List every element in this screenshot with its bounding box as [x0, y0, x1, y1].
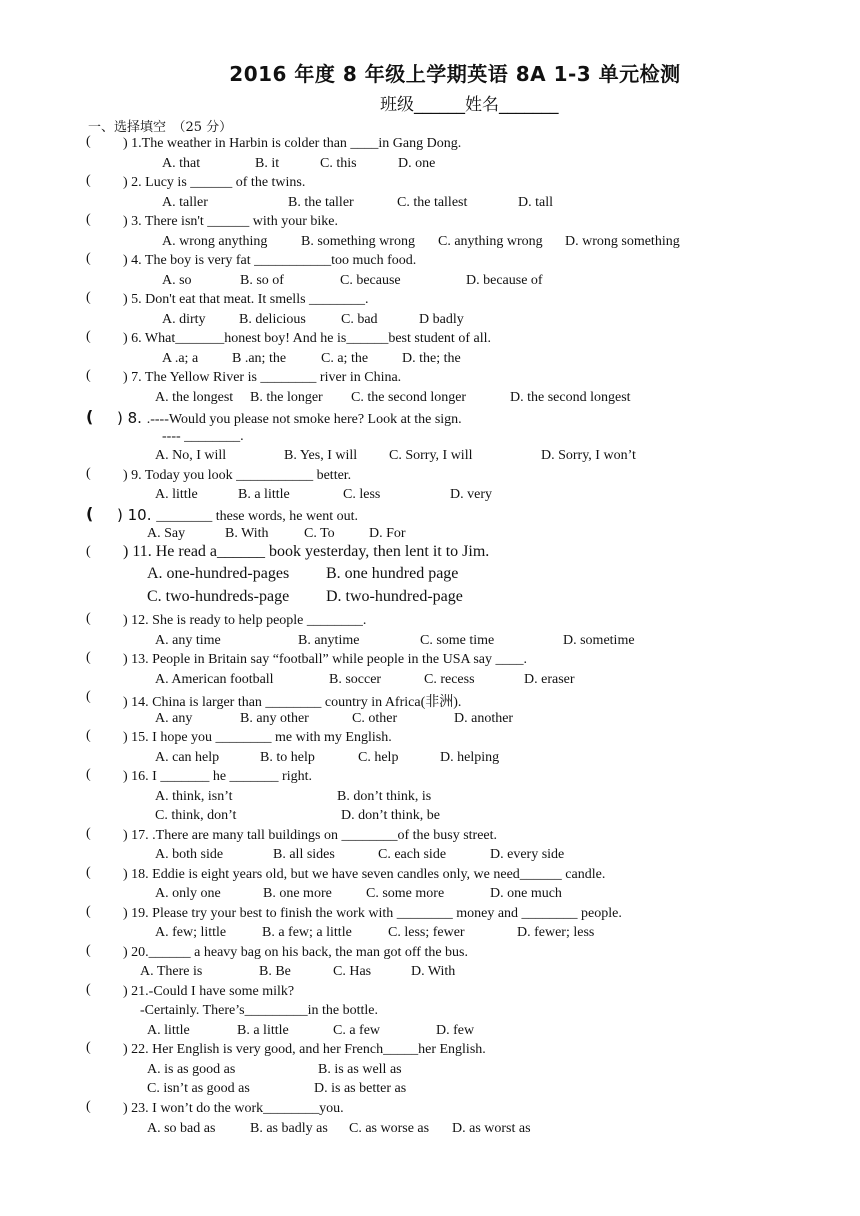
answer-blank: (: [86, 251, 91, 266]
option-a: A. taller: [162, 195, 208, 210]
question-text: ) 16. I _______ he _______ right.: [123, 769, 312, 784]
option-d: D. two-hundred-page: [326, 588, 463, 605]
option-a: A. little: [147, 1023, 190, 1038]
option-d: D. don’t think, be: [341, 808, 440, 823]
option-b: B. to help: [260, 750, 315, 765]
option-a: A. can help: [155, 750, 220, 765]
option-d: D. the; the: [402, 351, 461, 366]
option-b: B. something wrong: [301, 234, 415, 249]
option-a: A. little: [155, 487, 198, 502]
answer-blank: (: [86, 728, 91, 743]
option-b: B. anytime: [298, 633, 360, 648]
question-text: ) 21.-Could I have some milk?: [123, 984, 295, 999]
option-b: B. one more: [263, 886, 332, 901]
option-c: C. bad: [341, 312, 378, 327]
question-text: ) 18. Eddie is eight years old, but we have seven candles only, we need______ candle.: [123, 867, 606, 882]
question-text: ) 1.The weather in Harbin is colder than ____in Gang Dong.: [123, 136, 462, 151]
option-a: A. that: [162, 156, 201, 171]
option-c: C. the second longer: [351, 390, 467, 405]
option-a: A. few; little: [155, 925, 227, 940]
option-d: D. With: [411, 964, 456, 979]
answer-blank: (: [86, 1099, 91, 1114]
option-c: C. some more: [366, 886, 445, 901]
question-number: ) 10.: [117, 506, 157, 524]
question-text: ) 6. What_______honest boy! And he is______best student of all.: [123, 331, 491, 346]
answer-blank: (: [86, 368, 91, 383]
question-text: ) 15. I hope you ________ me with my English.: [123, 730, 392, 745]
answer-blank: (: [86, 466, 91, 481]
question-text: ) 12. She is ready to help people ________.: [123, 613, 367, 628]
question-body: ________ these words, he went out.: [156, 509, 359, 524]
answer-blank: (: [86, 1040, 91, 1055]
question-text: ) 5. Don't eat that meat. It smells ________.: [123, 292, 369, 307]
answer-blank: (: [86, 407, 94, 426]
option-d: D. Sorry, I won’t: [541, 448, 636, 463]
option-a: A. is as good as: [147, 1062, 236, 1077]
option-a: A. wrong anything: [162, 234, 268, 249]
option-c: C. other: [352, 711, 398, 726]
option-d: D. because of: [466, 273, 543, 288]
option-c: C. each side: [378, 847, 447, 862]
question-text: ) 4. The boy is very fat ___________too much food.: [123, 253, 417, 268]
section-heading: 一、选择填空 （25 分）: [88, 120, 233, 135]
option-d: D. one: [398, 156, 436, 171]
option-d: D. is as better as: [314, 1081, 407, 1096]
answer-blank: (: [86, 134, 91, 149]
option-a: A. so: [162, 273, 192, 288]
option-b: B. so of: [240, 273, 284, 288]
option-d: D. another: [454, 711, 514, 726]
question-text: ) 17. .There are many tall buildings on ________of the busy street.: [123, 828, 498, 843]
question-text: ) 23. I won’t do the work________you.: [123, 1101, 344, 1116]
answer-blank: (: [86, 982, 91, 997]
question-text: ) 22. Her English is very good, and her French_____her English.: [123, 1042, 486, 1057]
option-a: A. dirty: [162, 312, 206, 327]
option-a: A. There is: [140, 964, 203, 979]
option-c: C. as worse as: [349, 1121, 430, 1136]
option-a: A. any time: [155, 633, 221, 648]
option-d: D. tall: [518, 195, 553, 210]
option-b: B. soccer: [329, 672, 382, 687]
option-c: C. Has: [333, 964, 372, 979]
option-a: A. No, I will: [155, 448, 227, 463]
option-c: C. isn’t as good as: [147, 1081, 250, 1096]
option-c: C. a; the: [321, 351, 369, 366]
option-a: A .a; a: [162, 351, 199, 366]
option-c: C. two-hundreds-page: [147, 588, 290, 605]
option-c: C. a few: [333, 1023, 381, 1038]
option-c: C. some time: [420, 633, 495, 648]
answer-blank: (: [86, 329, 91, 344]
option-c: C. because: [340, 273, 401, 288]
option-c: C. this: [320, 156, 357, 171]
option-c: C. think, don’t: [155, 808, 237, 823]
question-text: ) 13. People in Britain say “football” while people in the USA say ____.: [123, 652, 527, 667]
option-b: B .an; the: [232, 351, 287, 366]
option-c: C. Sorry, I will: [389, 448, 473, 463]
question-text: ) 19. Please try your best to finish the work with ________ money and ________ people.: [123, 906, 622, 921]
option-d: D. very: [450, 487, 492, 502]
option-b: B. a few; a little: [262, 925, 352, 940]
answer-blank: (: [86, 943, 91, 958]
option-a: A. one-hundred-pages: [147, 565, 290, 582]
question-text: ) 7. The Yellow River is ________ river in China.: [123, 370, 402, 385]
question-text-line2: ---- ________.: [162, 429, 244, 444]
option-b: B. Yes, I will: [284, 448, 358, 463]
option-b: B. Be: [259, 964, 291, 979]
option-b: B. all sides: [273, 847, 335, 862]
option-d: D. few: [436, 1023, 475, 1038]
option-c: C. help: [358, 750, 399, 765]
option-b: B. is as well as: [318, 1062, 402, 1077]
question-text: ) 14. China is larger than ________ country in Africa(非洲).: [123, 695, 462, 710]
option-b: B. don’t think, is: [337, 789, 432, 804]
answer-blank: (: [86, 504, 94, 523]
option-d: D. the second longest: [510, 390, 631, 405]
option-d: D badly: [419, 312, 464, 327]
answer-blank: (: [86, 290, 91, 305]
question-text: ) 20.______ a heavy bag on his back, the man got off the bus.: [123, 945, 469, 960]
option-c: C. recess: [424, 672, 475, 687]
question-text: [117, 409, 462, 428]
question-text: ) 9. Today you look ___________ better.: [123, 468, 352, 483]
option-c: C. less; fewer: [388, 925, 465, 940]
option-b: B. the taller: [288, 195, 354, 210]
option-b: B. as badly as: [250, 1121, 328, 1136]
option-b: B. any other: [240, 711, 309, 726]
question-number: ) 8.: [117, 409, 147, 427]
page-title: 2016 年度 8 年级上学期英语 8A 1-3 单元检测: [229, 62, 681, 86]
option-d: D. every side: [490, 847, 565, 862]
answer-blank: (: [86, 650, 91, 665]
option-a: A. think, isn’t: [155, 789, 233, 804]
option-b: B. one hundred page: [326, 565, 459, 582]
answer-blank: (: [86, 767, 91, 782]
answer-blank: (: [86, 611, 91, 626]
answer-blank: (: [86, 865, 91, 880]
option-b: B. delicious: [239, 312, 306, 327]
option-b: B. the longer: [250, 390, 323, 405]
question-text: ) 3. There isn't ______ with your bike.: [123, 214, 338, 229]
option-b: B. a little: [238, 487, 290, 502]
answer-blank: (: [86, 904, 91, 919]
option-d: D. helping: [440, 750, 500, 765]
option-a: A. both side: [155, 847, 224, 862]
option-c: C. the tallest: [397, 195, 468, 210]
option-b: B. With: [225, 526, 269, 541]
option-c: C. To: [304, 526, 335, 541]
option-a: A. Say: [147, 526, 186, 541]
question-body: .----Would you please not smoke here? Look at the sign.: [146, 412, 462, 427]
option-b: B. it: [255, 156, 280, 171]
option-d: D. as worst as: [452, 1121, 531, 1136]
option-a: A. only one: [155, 886, 221, 901]
question-text: [117, 506, 358, 525]
option-c: C. less: [343, 487, 381, 502]
option-d: D. eraser: [524, 672, 575, 687]
question-text: ) 2. Lucy is ______ of the twins.: [123, 175, 306, 190]
option-a: A. American football: [155, 672, 274, 687]
answer-blank: (: [86, 212, 91, 227]
option-d: D. For: [369, 526, 406, 541]
option-d: D. wrong something: [565, 234, 680, 249]
answer-blank: (: [86, 689, 91, 704]
option-d: D. one much: [490, 886, 562, 901]
option-c: C. anything wrong: [438, 234, 543, 249]
option-b: B. a little: [237, 1023, 289, 1038]
option-d: D. fewer; less: [517, 925, 595, 940]
option-a: A. any: [155, 711, 193, 726]
question-text: ) 11. He read a______ book yesterday, then lent it to Jim.: [123, 543, 490, 560]
option-a: A. the longest: [155, 390, 234, 405]
answer-blank: (: [86, 544, 91, 559]
answer-blank: (: [86, 826, 91, 841]
question-text-line2: -Certainly. There’s_________in the bottle.: [140, 1003, 378, 1018]
option-d: D. sometime: [563, 633, 635, 648]
option-a: A. so bad as: [147, 1121, 216, 1136]
answer-blank: (: [86, 173, 91, 188]
class-name-line: 班级______姓名_______: [380, 95, 559, 115]
